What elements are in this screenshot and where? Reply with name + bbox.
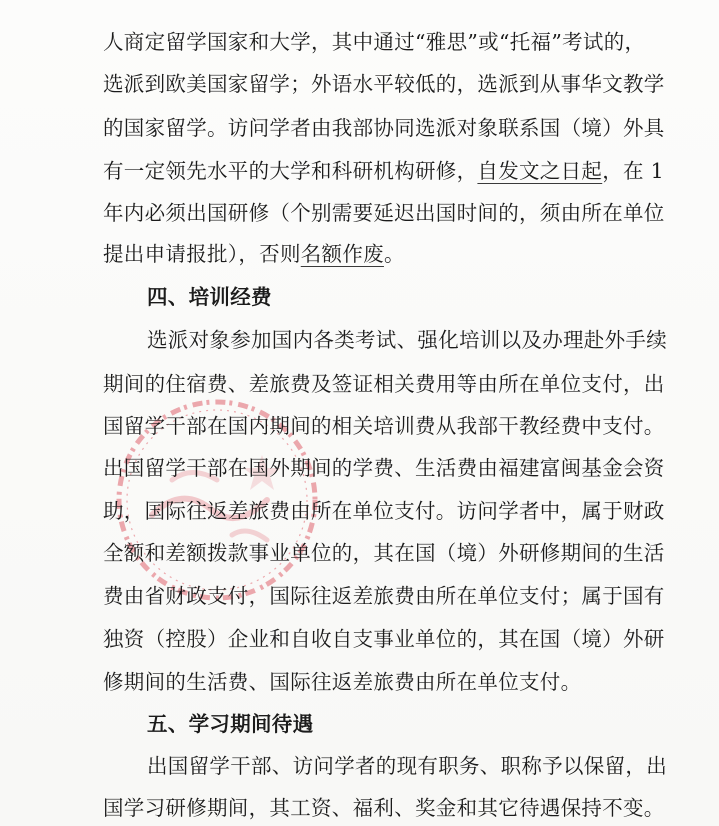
body-line-15: [103, 619, 665, 659]
body-line-2: [103, 64, 665, 104]
text-run: 国学习研修期间，其工资、福利、奖金和其它待遇保持不变。: [103, 796, 665, 820]
body-line-16: [103, 662, 581, 702]
body-line-4: [103, 151, 664, 191]
text-run: 出国留学干部在国外期间的学费、生活费由福建富闽基金会资: [103, 456, 665, 480]
body-line-8: [147, 320, 667, 360]
underlined-void-phrase: 名额作废: [300, 242, 384, 266]
text-run: 修期间的生活费、国际往返差旅费由所在单位支付。: [103, 670, 582, 694]
text-run: 人商定留学国家和大学，其中通过“雅思”或“托福”考试的，: [103, 30, 646, 54]
body-line-13: [103, 533, 665, 573]
body-line-12: [103, 491, 665, 531]
body-line-9: [103, 364, 665, 404]
text-run: 提出申请报批），否则: [103, 242, 301, 266]
body-line-14: [103, 576, 665, 616]
body-line-3: [103, 108, 665, 148]
text-run: 国留学干部在国内期间的相关培训费从我部干教经费中支付。: [103, 414, 665, 438]
heading-text: 五、学习期间待遇: [147, 712, 314, 736]
underlined-date-phrase: 自发文之日起: [477, 159, 603, 183]
text-run: 有一定领先水平的大学和科研机构研修，: [103, 159, 478, 183]
body-line-11: [103, 448, 665, 488]
text-run: 费由省财政支付，国际往返差旅费由所在单位支付；属于国有: [103, 584, 665, 608]
text-run: 全额和差额拨款事业单位的，其在国（境）外研修期间的生活: [103, 541, 665, 565]
text-run: 助，国际往返差旅费由所在单位支付。访问学者中，属于财政: [103, 499, 665, 523]
heading-text: 四、培训经费: [147, 285, 272, 309]
text-run: 年内必须出国研修（个别需要延迟出国时间的，须由所在单位: [103, 201, 665, 225]
section-heading-training-fees: [147, 277, 272, 317]
body-line-19: [103, 788, 665, 826]
text-run: 。: [383, 242, 405, 266]
text-run: 出国留学干部、访问学者的现有职务、职称予以保留，出: [147, 754, 667, 778]
text-run: 期间的住宿费、差旅费及签证相关费用等由所在单位支付，出: [103, 372, 665, 396]
text-run: 选派对象参加国内各类考试、强化培训以及办理赴外手续: [147, 328, 667, 352]
text-run: 独资（控股）企业和自收自支事业单位的，其在国（境）外研: [103, 627, 665, 651]
body-line-5: [103, 193, 665, 233]
text-run: 的国家留学。访问学者由我部协同选派对象联系国（境）外具: [103, 116, 665, 140]
text-run: 选派到欧美国家留学；外语水平较低的，选派到从事华文教学: [103, 72, 665, 96]
body-line-1: [103, 22, 645, 62]
body-line-6: [103, 234, 405, 274]
text-run: ，在 1: [602, 159, 664, 183]
body-line-18: [147, 746, 667, 786]
body-line-10: [103, 406, 665, 446]
section-heading-study-benefits: [147, 704, 313, 744]
